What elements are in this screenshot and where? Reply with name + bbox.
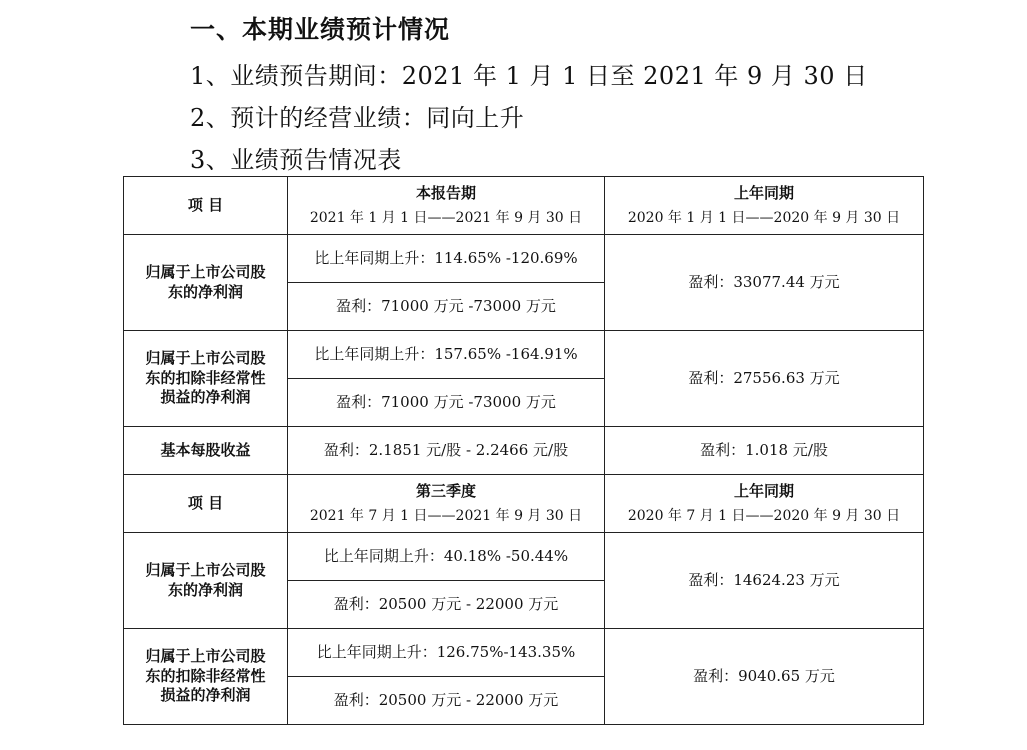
table-row (124, 235, 924, 283)
row-label-line: 归属于上市公司股 (145, 263, 266, 281)
row-label-cell (124, 235, 288, 331)
header-prior-period: 2020 年 1 月 1 日——2020 年 9 月 30 日 (627, 210, 901, 227)
change-cell: 比上年同期上升：114.65% -120.69% (288, 235, 605, 283)
prior-value-cell: 盈利：33077.44 万元 (605, 235, 924, 331)
row-label-line: 归属于上市公司股 (145, 349, 266, 368)
row-label-line: 损益的净利润 (160, 686, 251, 705)
forecast-table (123, 176, 924, 725)
eps-prior-cell: 盈利：1.018 元/股 (605, 427, 924, 475)
row-label-line: 东的净利润 (167, 580, 243, 599)
profit-cell: 盈利：71000 万元 -73000 万元 (288, 379, 605, 427)
header-current-cell (288, 475, 605, 533)
header-prior-title: 上年同期 (733, 183, 794, 202)
table-row (124, 629, 924, 677)
header-item-label: 项 目 (187, 493, 224, 512)
forecast-table-title: 3、业绩预告情况表 (190, 146, 402, 174)
eps-current-cell: 盈利：2.1851 元/股 - 2.2466 元/股 (288, 427, 605, 475)
row-label-line: 损益的净利润 (160, 388, 251, 407)
header-prior-title: 上年同期 (733, 481, 794, 500)
header-prior-cell (605, 475, 924, 533)
row-label-cell (124, 533, 288, 629)
row-label-line: 归属于上市公司股 (145, 561, 266, 579)
header-current-title: 本报告期 (415, 183, 476, 202)
table-row (124, 331, 924, 379)
prior-value-cell: 盈利：9040.65 万元 (605, 629, 924, 725)
header-current-title: 第三季度 (415, 481, 476, 500)
profit-cell: 盈利：20500 万元 - 22000 万元 (288, 677, 605, 725)
row-label-cell (124, 331, 288, 427)
prior-value-cell: 盈利：14624.23 万元 (605, 533, 924, 629)
change-cell: 比上年同期上升：157.65% -164.91% (288, 331, 605, 379)
table-header-row (124, 177, 924, 235)
expected-performance-line: 2、预计的经营业绩：同向上升 (190, 104, 525, 132)
prior-value-cell: 盈利：27556.63 万元 (605, 331, 924, 427)
header-item-label: 项 目 (187, 195, 224, 214)
section-heading: 一、本期业绩预计情况 (190, 15, 451, 44)
header-prior-period: 2020 年 7 月 1 日——2020 年 9 月 30 日 (627, 508, 901, 525)
row-label-line: 归属于上市公司股 (145, 647, 266, 666)
row-label-line: 东的净利润 (167, 282, 243, 301)
table-row (124, 427, 924, 475)
forecast-period-line: 1、业绩预告期间：2021 年 1 月 1 日至 2021 年 9 月 30 日 (190, 62, 868, 90)
header-current-period: 2021 年 7 月 1 日——2021 年 9 月 30 日 (309, 508, 583, 525)
header-item-cell (124, 475, 288, 533)
profit-cell: 盈利：20500 万元 - 22000 万元 (288, 581, 605, 629)
row-label-cell (124, 427, 288, 475)
row-label-line: 东的扣除非经常性 (145, 368, 266, 387)
header-current-period: 2021 年 1 月 1 日——2021 年 9 月 30 日 (309, 210, 583, 227)
change-cell: 比上年同期上升：126.75%-143.35% (288, 629, 605, 677)
header-current-cell (288, 177, 605, 235)
row-label-line: 东的扣除非经常性 (145, 666, 266, 685)
row-label-cell (124, 629, 288, 725)
header-prior-cell (605, 177, 924, 235)
table-header-row (124, 475, 924, 533)
change-cell: 比上年同期上升：40.18% -50.44% (288, 533, 605, 581)
row-label: 基本每股收益 (160, 440, 251, 459)
profit-cell: 盈利：71000 万元 -73000 万元 (288, 283, 605, 331)
table-row (124, 533, 924, 581)
header-item-cell (124, 177, 288, 235)
